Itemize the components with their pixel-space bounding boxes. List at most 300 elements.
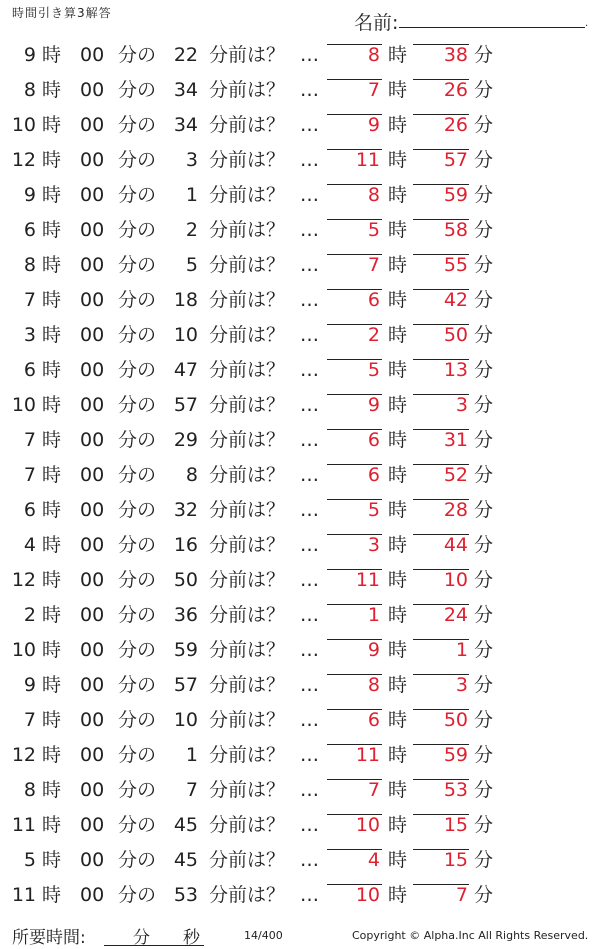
start-minutes: 00 — [80, 674, 105, 696]
answer-hour-unit: 時 — [388, 79, 408, 101]
question-label: 分前は？ — [209, 674, 286, 696]
answer-hour-underline — [327, 709, 382, 710]
subtract-minutes: 50 — [173, 569, 198, 591]
question-label: 分前は？ — [209, 534, 286, 556]
answer-hour-underline — [327, 814, 382, 815]
ellipsis: … — [300, 884, 319, 906]
name-end-mark: . — [585, 18, 589, 29]
subtract-minutes: 34 — [173, 114, 198, 136]
minute-of-label: 分の — [118, 744, 157, 766]
start-hour: 2 — [23, 604, 36, 626]
start-minutes: 00 — [80, 289, 105, 311]
start-hour: 5 — [23, 849, 36, 871]
hour-unit: 時 — [42, 884, 62, 906]
minute-of-label: 分の — [118, 849, 157, 871]
hour-unit: 時 — [42, 814, 62, 836]
required-time-seconds-unit: 秒 — [183, 928, 200, 948]
question-label: 分前は？ — [209, 149, 286, 171]
answer-minute-unit: 分 — [474, 464, 494, 486]
problem-row — [0, 773, 600, 808]
problem-list — [0, 38, 600, 913]
start-minutes: 00 — [80, 149, 105, 171]
start-hour: 7 — [23, 709, 36, 731]
answer-hour-underline — [327, 464, 382, 465]
answer-minute-underline — [413, 184, 469, 185]
copyright-notice: Copyright © Alpha.Inc All Rights Reserved. — [352, 929, 589, 942]
answer-minute-unit: 分 — [474, 534, 494, 556]
answer-hour: 11 — [355, 569, 380, 591]
answer-hour-underline — [327, 779, 382, 780]
ellipsis: … — [300, 814, 319, 836]
answer-minute-underline — [413, 674, 469, 675]
start-minutes: 00 — [80, 184, 105, 206]
start-minutes: 00 — [80, 814, 105, 836]
question-label: 分前は？ — [209, 604, 286, 626]
problem-row — [0, 808, 600, 843]
answer-minute-unit: 分 — [474, 219, 494, 241]
answer-minute-unit: 分 — [474, 324, 494, 346]
ellipsis: … — [300, 254, 319, 276]
ellipsis: … — [300, 499, 319, 521]
answer-minute-unit: 分 — [474, 184, 494, 206]
answer-hour-unit: 時 — [388, 709, 408, 731]
answer-minute-underline — [413, 499, 469, 500]
hour-unit: 時 — [42, 44, 62, 66]
problem-row — [0, 38, 600, 73]
question-label: 分前は？ — [209, 464, 286, 486]
minute-of-label: 分の — [118, 814, 157, 836]
answer-minute: 26 — [443, 114, 468, 136]
subtract-minutes: 22 — [173, 44, 198, 66]
answer-minute-unit: 分 — [474, 114, 494, 136]
start-minutes: 00 — [80, 604, 105, 626]
answer-hour-underline — [327, 744, 382, 745]
answer-hour-unit: 時 — [388, 219, 408, 241]
start-minutes: 00 — [80, 569, 105, 591]
ellipsis: … — [300, 709, 319, 731]
answer-minute-underline — [413, 534, 469, 535]
ellipsis: … — [300, 324, 319, 346]
answer-minute-unit: 分 — [474, 884, 494, 906]
ellipsis: … — [300, 289, 319, 311]
subtract-minutes: 10 — [173, 324, 198, 346]
required-time-minutes-unit: 分 — [133, 928, 150, 948]
problem-row — [0, 668, 600, 703]
answer-minute-unit: 分 — [474, 604, 494, 626]
answer-hour-unit: 時 — [388, 884, 408, 906]
subtract-minutes: 16 — [173, 534, 198, 556]
answer-minute-underline — [413, 744, 469, 745]
answer-minute-underline — [413, 289, 469, 290]
minute-of-label: 分の — [118, 254, 157, 276]
hour-unit: 時 — [42, 429, 62, 451]
answer-hour-unit: 時 — [388, 569, 408, 591]
subtract-minutes: 59 — [173, 639, 198, 661]
ellipsis: … — [300, 464, 319, 486]
answer-hour: 5 — [367, 359, 380, 381]
hour-unit: 時 — [42, 744, 62, 766]
answer-hour-underline — [327, 114, 382, 115]
minute-of-label: 分の — [118, 359, 157, 381]
minute-of-label: 分の — [118, 569, 157, 591]
hour-unit: 時 — [42, 359, 62, 381]
start-hour: 8 — [23, 779, 36, 801]
answer-hour: 8 — [367, 674, 380, 696]
answer-hour-unit: 時 — [388, 779, 408, 801]
answer-hour: 6 — [367, 464, 380, 486]
answer-minute: 55 — [443, 254, 468, 276]
minute-of-label: 分の — [118, 779, 157, 801]
answer-hour: 1 — [367, 604, 380, 626]
hour-unit: 時 — [42, 79, 62, 101]
answer-minute-unit: 分 — [474, 359, 494, 381]
answer-hour-unit: 時 — [388, 254, 408, 276]
answer-minute: 50 — [443, 709, 468, 731]
answer-hour-underline — [327, 639, 382, 640]
answer-minute-unit: 分 — [474, 394, 494, 416]
question-label: 分前は？ — [209, 44, 286, 66]
start-minutes: 00 — [80, 324, 105, 346]
minute-of-label: 分の — [118, 884, 157, 906]
minute-of-label: 分の — [118, 184, 157, 206]
answer-hour: 9 — [367, 394, 380, 416]
start-hour: 12 — [11, 744, 36, 766]
worksheet-footer — [0, 915, 600, 949]
answer-minute: 42 — [443, 289, 468, 311]
start-hour: 6 — [23, 499, 36, 521]
hour-unit: 時 — [42, 184, 62, 206]
answer-hour: 8 — [367, 44, 380, 66]
answer-minute-unit: 分 — [474, 814, 494, 836]
answer-hour-unit: 時 — [388, 394, 408, 416]
ellipsis: … — [300, 394, 319, 416]
answer-minute-underline — [413, 814, 469, 815]
subtract-minutes: 3 — [185, 149, 198, 171]
minute-of-label: 分の — [118, 674, 157, 696]
answer-hour: 2 — [367, 324, 380, 346]
answer-minute: 59 — [443, 184, 468, 206]
question-label: 分前は？ — [209, 429, 286, 451]
start-minutes: 00 — [80, 779, 105, 801]
question-label: 分前は？ — [209, 814, 286, 836]
start-minutes: 00 — [80, 44, 105, 66]
answer-hour-underline — [327, 44, 382, 45]
answer-minute-underline — [413, 884, 469, 885]
problem-row — [0, 318, 600, 353]
hour-unit: 時 — [42, 114, 62, 136]
problem-row — [0, 108, 600, 143]
subtract-minutes: 57 — [173, 394, 198, 416]
minute-of-label: 分の — [118, 79, 157, 101]
answer-hour-unit: 時 — [388, 849, 408, 871]
start-hour: 12 — [11, 149, 36, 171]
ellipsis: … — [300, 534, 319, 556]
answer-hour-unit: 時 — [388, 289, 408, 311]
answer-hour: 7 — [367, 779, 380, 801]
answer-hour: 9 — [367, 114, 380, 136]
answer-minute-underline — [413, 464, 469, 465]
subtract-minutes: 29 — [173, 429, 198, 451]
start-hour: 3 — [23, 324, 36, 346]
problem-row — [0, 598, 600, 633]
subtract-minutes: 47 — [173, 359, 198, 381]
problem-row — [0, 178, 600, 213]
answer-minute-underline — [413, 149, 469, 150]
answer-hour: 11 — [355, 149, 380, 171]
question-label: 分前は？ — [209, 849, 286, 871]
answer-hour-underline — [327, 79, 382, 80]
question-label: 分前は？ — [209, 569, 286, 591]
minute-of-label: 分の — [118, 604, 157, 626]
problem-row — [0, 143, 600, 178]
answer-hour: 8 — [367, 184, 380, 206]
answer-minute: 59 — [443, 744, 468, 766]
ellipsis: … — [300, 674, 319, 696]
minute-of-label: 分の — [118, 639, 157, 661]
subtract-minutes: 34 — [173, 79, 198, 101]
start-minutes: 00 — [80, 499, 105, 521]
answer-hour-underline — [327, 184, 382, 185]
minute-of-label: 分の — [118, 149, 157, 171]
answer-hour: 6 — [367, 709, 380, 731]
answer-minute: 13 — [443, 359, 468, 381]
answer-minute-underline — [413, 604, 469, 605]
ellipsis: … — [300, 359, 319, 381]
ellipsis: … — [300, 639, 319, 661]
answer-hour-underline — [327, 569, 382, 570]
answer-hour: 7 — [367, 79, 380, 101]
question-label: 分前は？ — [209, 289, 286, 311]
subtract-minutes: 53 — [173, 884, 198, 906]
problem-row — [0, 423, 600, 458]
minute-of-label: 分の — [118, 429, 157, 451]
hour-unit: 時 — [42, 499, 62, 521]
problem-row — [0, 283, 600, 318]
question-label: 分前は？ — [209, 744, 286, 766]
hour-unit: 時 — [42, 534, 62, 556]
answer-hour-unit: 時 — [388, 324, 408, 346]
answer-hour: 4 — [367, 849, 380, 871]
answer-minute-underline — [413, 569, 469, 570]
problem-row — [0, 528, 600, 563]
answer-hour: 6 — [367, 429, 380, 451]
answer-hour-unit: 時 — [388, 814, 408, 836]
ellipsis: … — [300, 569, 319, 591]
answer-hour-underline — [327, 394, 382, 395]
answer-hour: 3 — [367, 534, 380, 556]
name-underline — [399, 27, 585, 28]
answer-minute-unit: 分 — [474, 289, 494, 311]
hour-unit: 時 — [42, 394, 62, 416]
answer-hour-underline — [327, 849, 382, 850]
problem-row — [0, 738, 600, 773]
hour-unit: 時 — [42, 289, 62, 311]
answer-minute: 38 — [443, 44, 468, 66]
answer-minute-unit: 分 — [474, 44, 494, 66]
answer-minute: 50 — [443, 324, 468, 346]
minute-of-label: 分の — [118, 219, 157, 241]
minute-of-label: 分の — [118, 394, 157, 416]
answer-hour-underline — [327, 429, 382, 430]
question-label: 分前は？ — [209, 219, 286, 241]
start-minutes: 00 — [80, 464, 105, 486]
problem-row — [0, 73, 600, 108]
answer-hour-underline — [327, 149, 382, 150]
question-label: 分前は？ — [209, 359, 286, 381]
start-minutes: 00 — [80, 884, 105, 906]
start-hour: 7 — [23, 289, 36, 311]
start-minutes: 00 — [80, 639, 105, 661]
start-minutes: 00 — [80, 359, 105, 381]
answer-hour-unit: 時 — [388, 464, 408, 486]
answer-hour-unit: 時 — [388, 639, 408, 661]
hour-unit: 時 — [42, 149, 62, 171]
answer-hour: 10 — [355, 884, 380, 906]
minute-of-label: 分の — [118, 114, 157, 136]
answer-hour-unit: 時 — [388, 149, 408, 171]
start-minutes: 00 — [80, 709, 105, 731]
start-hour: 9 — [23, 674, 36, 696]
page-number: 14/400 — [244, 929, 283, 942]
subtract-minutes: 8 — [185, 464, 198, 486]
subtract-minutes: 32 — [173, 499, 198, 521]
answer-minute: 3 — [455, 394, 468, 416]
answer-minute-underline — [413, 394, 469, 395]
answer-minute: 44 — [443, 534, 468, 556]
hour-unit: 時 — [42, 219, 62, 241]
question-label: 分前は？ — [209, 254, 286, 276]
minute-of-label: 分の — [118, 499, 157, 521]
answer-minute-unit: 分 — [474, 79, 494, 101]
problem-row — [0, 388, 600, 423]
minute-of-label: 分の — [118, 289, 157, 311]
answer-hour-unit: 時 — [388, 744, 408, 766]
answer-hour-underline — [327, 254, 382, 255]
start-hour: 12 — [11, 569, 36, 591]
problem-row — [0, 493, 600, 528]
hour-unit: 時 — [42, 569, 62, 591]
ellipsis: … — [300, 849, 319, 871]
answer-hour-underline — [327, 674, 382, 675]
answer-hour: 5 — [367, 499, 380, 521]
subtract-minutes: 18 — [173, 289, 198, 311]
answer-hour-unit: 時 — [388, 534, 408, 556]
answer-minute-underline — [413, 429, 469, 430]
start-hour: 7 — [23, 429, 36, 451]
start-hour: 9 — [23, 44, 36, 66]
start-minutes: 00 — [80, 534, 105, 556]
answer-hour-unit: 時 — [388, 604, 408, 626]
subtract-minutes: 5 — [185, 254, 198, 276]
problem-row — [0, 213, 600, 248]
answer-minute-unit: 分 — [474, 674, 494, 696]
ellipsis: … — [300, 79, 319, 101]
start-hour: 11 — [11, 814, 36, 836]
minute-of-label: 分の — [118, 709, 157, 731]
subtract-minutes: 45 — [173, 814, 198, 836]
answer-hour-underline — [327, 219, 382, 220]
problem-row — [0, 353, 600, 388]
question-label: 分前は？ — [209, 499, 286, 521]
start-hour: 6 — [23, 219, 36, 241]
answer-minute: 15 — [443, 814, 468, 836]
subtract-minutes: 7 — [185, 779, 198, 801]
minute-of-label: 分の — [118, 324, 157, 346]
answer-minute-underline — [413, 359, 469, 360]
answer-hour: 7 — [367, 254, 380, 276]
start-hour: 6 — [23, 359, 36, 381]
problem-row — [0, 843, 600, 878]
subtract-minutes: 1 — [185, 184, 198, 206]
answer-minute: 31 — [443, 429, 468, 451]
start-minutes: 00 — [80, 219, 105, 241]
ellipsis: … — [300, 604, 319, 626]
answer-minute-underline — [413, 114, 469, 115]
answer-minute: 52 — [443, 464, 468, 486]
question-label: 分前は？ — [209, 324, 286, 346]
worksheet-title: 時間引き算3解答 — [12, 6, 112, 20]
start-hour: 11 — [11, 884, 36, 906]
answer-hour-unit: 時 — [388, 44, 408, 66]
answer-minute-underline — [413, 324, 469, 325]
minute-of-label: 分の — [118, 464, 157, 486]
answer-minute: 26 — [443, 79, 468, 101]
answer-minute-underline — [413, 779, 469, 780]
answer-hour: 9 — [367, 639, 380, 661]
ellipsis: … — [300, 184, 319, 206]
ellipsis: … — [300, 149, 319, 171]
answer-minute: 53 — [443, 779, 468, 801]
hour-unit: 時 — [42, 779, 62, 801]
answer-hour-unit: 時 — [388, 429, 408, 451]
question-label: 分前は？ — [209, 884, 286, 906]
question-label: 分前は？ — [209, 79, 286, 101]
hour-unit: 時 — [42, 674, 62, 696]
answer-minute-unit: 分 — [474, 429, 494, 451]
minute-of-label: 分の — [118, 44, 157, 66]
minute-of-label: 分の — [118, 534, 157, 556]
start-minutes: 00 — [80, 114, 105, 136]
answer-minute-underline — [413, 219, 469, 220]
problem-row — [0, 458, 600, 493]
answer-minute: 28 — [443, 499, 468, 521]
answer-minute-unit: 分 — [474, 779, 494, 801]
ellipsis: … — [300, 429, 319, 451]
question-label: 分前は？ — [209, 639, 286, 661]
worksheet-header — [0, 0, 600, 40]
answer-hour: 11 — [355, 744, 380, 766]
answer-minute: 10 — [443, 569, 468, 591]
start-hour: 10 — [11, 114, 36, 136]
subtract-minutes: 57 — [173, 674, 198, 696]
answer-minute-underline — [413, 709, 469, 710]
answer-minute-underline — [413, 79, 469, 80]
subtract-minutes: 1 — [185, 744, 198, 766]
answer-minute-unit: 分 — [474, 254, 494, 276]
subtract-minutes: 36 — [173, 604, 198, 626]
problem-row — [0, 563, 600, 598]
answer-hour: 10 — [355, 814, 380, 836]
start-hour: 4 — [23, 534, 36, 556]
answer-minute: 15 — [443, 849, 468, 871]
start-hour: 7 — [23, 464, 36, 486]
ellipsis: … — [300, 114, 319, 136]
subtract-minutes: 45 — [173, 849, 198, 871]
hour-unit: 時 — [42, 254, 62, 276]
question-label: 分前は？ — [209, 394, 286, 416]
start-minutes: 00 — [80, 394, 105, 416]
start-hour: 8 — [23, 254, 36, 276]
